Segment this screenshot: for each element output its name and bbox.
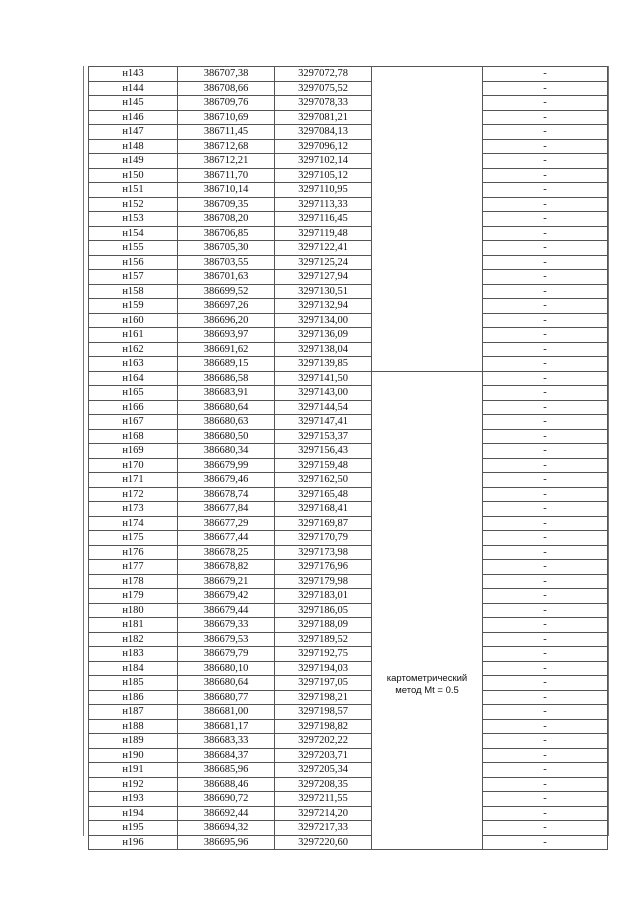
table-row <box>89 603 608 618</box>
point-cell: н175 <box>89 531 178 546</box>
dash-cell: - <box>483 458 608 473</box>
table-row <box>89 386 608 401</box>
dash-cell: - <box>483 734 608 749</box>
coordinates-table <box>88 66 608 850</box>
y-coordinate-cell: 3297198,21 <box>275 690 372 705</box>
dash-cell: - <box>483 110 608 125</box>
y-coordinate-cell: 3297183,01 <box>275 589 372 604</box>
x-coordinate-cell: 386690,72 <box>178 792 275 807</box>
x-coordinate-cell: 386710,14 <box>178 183 275 198</box>
x-coordinate-cell: 386701,63 <box>178 270 275 285</box>
table-row <box>89 270 608 285</box>
point-cell: н181 <box>89 618 178 633</box>
x-coordinate-cell: 386711,45 <box>178 125 275 140</box>
table-row <box>89 67 608 82</box>
y-coordinate-cell: 3297173,98 <box>275 545 372 560</box>
y-coordinate-cell: 3297162,50 <box>275 473 372 488</box>
y-coordinate-cell: 3297189,52 <box>275 632 372 647</box>
dash-cell: - <box>483 212 608 227</box>
dash-cell: - <box>483 371 608 386</box>
point-cell: н145 <box>89 96 178 111</box>
y-coordinate-cell: 3297156,43 <box>275 444 372 459</box>
x-coordinate-cell: 386694,32 <box>178 821 275 836</box>
dash-cell: - <box>483 516 608 531</box>
point-cell: н174 <box>89 516 178 531</box>
y-coordinate-cell: 3297084,13 <box>275 125 372 140</box>
dash-cell: - <box>483 632 608 647</box>
y-coordinate-cell: 3297211,55 <box>275 792 372 807</box>
y-coordinate-cell: 3297113,33 <box>275 197 372 212</box>
table-row <box>89 473 608 488</box>
dash-cell: - <box>483 690 608 705</box>
dash-cell: - <box>483 270 608 285</box>
point-cell: н149 <box>89 154 178 169</box>
x-coordinate-cell: 386680,50 <box>178 429 275 444</box>
point-cell: н169 <box>89 444 178 459</box>
dash-cell: - <box>483 125 608 140</box>
dash-cell: - <box>483 676 608 691</box>
table-row <box>89 241 608 256</box>
point-cell: н150 <box>89 168 178 183</box>
point-cell: н173 <box>89 502 178 517</box>
table-row <box>89 734 608 749</box>
table-row <box>89 676 608 691</box>
point-cell: н195 <box>89 821 178 836</box>
point-cell: н148 <box>89 139 178 154</box>
table-row <box>89 168 608 183</box>
x-coordinate-cell: 386679,44 <box>178 603 275 618</box>
table-row <box>89 487 608 502</box>
x-coordinate-cell: 386712,21 <box>178 154 275 169</box>
table-row <box>89 299 608 314</box>
point-cell: н171 <box>89 473 178 488</box>
y-coordinate-cell: 3297159,48 <box>275 458 372 473</box>
x-coordinate-cell: 386711,70 <box>178 168 275 183</box>
dash-cell: - <box>483 719 608 734</box>
table-row <box>89 313 608 328</box>
table-row <box>89 357 608 372</box>
dash-cell: - <box>483 589 608 604</box>
dash-cell: - <box>483 183 608 198</box>
table-row <box>89 560 608 575</box>
table-row <box>89 806 608 821</box>
y-coordinate-cell: 3297220,60 <box>275 835 372 850</box>
table-row <box>89 139 608 154</box>
table-row <box>89 661 608 676</box>
y-coordinate-cell: 3297075,52 <box>275 81 372 96</box>
table-row <box>89 125 608 140</box>
dash-cell: - <box>483 487 608 502</box>
table-row <box>89 763 608 778</box>
x-coordinate-cell: 386708,20 <box>178 212 275 227</box>
point-cell: н147 <box>89 125 178 140</box>
dash-cell: - <box>483 777 608 792</box>
y-coordinate-cell: 3297078,33 <box>275 96 372 111</box>
table-row <box>89 748 608 763</box>
table-row <box>89 516 608 531</box>
point-cell: н156 <box>89 255 178 270</box>
table-row <box>89 415 608 430</box>
table-row <box>89 632 608 647</box>
dash-cell: - <box>483 763 608 778</box>
method-name: картометрический <box>386 673 468 685</box>
x-coordinate-cell: 386689,15 <box>178 357 275 372</box>
y-coordinate-cell: 3297165,48 <box>275 487 372 502</box>
point-cell: н158 <box>89 284 178 299</box>
table-row <box>89 589 608 604</box>
page-edge-right <box>608 66 609 836</box>
x-coordinate-cell: 386678,25 <box>178 545 275 560</box>
dash-cell: - <box>483 806 608 821</box>
table-row <box>89 110 608 125</box>
dash-cell: - <box>483 255 608 270</box>
dash-cell: - <box>483 444 608 459</box>
x-coordinate-cell: 386681,00 <box>178 705 275 720</box>
table-row <box>89 226 608 241</box>
point-cell: н152 <box>89 197 178 212</box>
x-coordinate-cell: 386706,85 <box>178 226 275 241</box>
y-coordinate-cell: 3297179,98 <box>275 574 372 589</box>
point-cell: н143 <box>89 67 178 82</box>
dash-cell: - <box>483 574 608 589</box>
table-row <box>89 328 608 343</box>
y-coordinate-cell: 3297125,24 <box>275 255 372 270</box>
y-coordinate-cell: 3297176,96 <box>275 560 372 575</box>
y-coordinate-cell: 3297205,34 <box>275 763 372 778</box>
point-cell: н163 <box>89 357 178 372</box>
point-cell: н167 <box>89 415 178 430</box>
x-coordinate-cell: 386680,64 <box>178 400 275 415</box>
dash-cell: - <box>483 400 608 415</box>
dash-cell: - <box>483 603 608 618</box>
x-coordinate-cell: 386680,34 <box>178 444 275 459</box>
y-coordinate-cell: 3297192,75 <box>275 647 372 662</box>
point-cell: н190 <box>89 748 178 763</box>
x-coordinate-cell: 386677,29 <box>178 516 275 531</box>
dash-cell: - <box>483 560 608 575</box>
table-row <box>89 255 608 270</box>
table-row <box>89 154 608 169</box>
y-coordinate-cell: 3297143,00 <box>275 386 372 401</box>
dash-cell: - <box>483 81 608 96</box>
x-coordinate-cell: 386677,44 <box>178 531 275 546</box>
point-cell: н183 <box>89 647 178 662</box>
y-coordinate-cell: 3297198,57 <box>275 705 372 720</box>
dash-cell: - <box>483 748 608 763</box>
point-cell: н184 <box>89 661 178 676</box>
dash-cell: - <box>483 197 608 212</box>
point-cell: н164 <box>89 371 178 386</box>
point-cell: н185 <box>89 676 178 691</box>
y-coordinate-cell: 3297130,51 <box>275 284 372 299</box>
dash-cell: - <box>483 154 608 169</box>
y-coordinate-cell: 3297214,20 <box>275 806 372 821</box>
point-cell: н191 <box>89 763 178 778</box>
point-cell: н188 <box>89 719 178 734</box>
y-coordinate-cell: 3297168,41 <box>275 502 372 517</box>
dash-cell: - <box>483 313 608 328</box>
dash-cell: - <box>483 647 608 662</box>
point-cell: н186 <box>89 690 178 705</box>
x-coordinate-cell: 386683,33 <box>178 734 275 749</box>
x-coordinate-cell: 386678,82 <box>178 560 275 575</box>
y-coordinate-cell: 3297105,12 <box>275 168 372 183</box>
x-coordinate-cell: 386679,33 <box>178 618 275 633</box>
x-coordinate-cell: 386679,46 <box>178 473 275 488</box>
x-coordinate-cell: 386685,96 <box>178 763 275 778</box>
y-coordinate-cell: 3297141,50 <box>275 371 372 386</box>
x-coordinate-cell: 386683,91 <box>178 386 275 401</box>
point-cell: н179 <box>89 589 178 604</box>
x-coordinate-cell: 386710,69 <box>178 110 275 125</box>
table-row <box>89 719 608 734</box>
table-row <box>89 183 608 198</box>
point-cell: н178 <box>89 574 178 589</box>
y-coordinate-cell: 3297194,03 <box>275 661 372 676</box>
dash-cell: - <box>483 328 608 343</box>
table-row <box>89 458 608 473</box>
x-coordinate-cell: 386712,68 <box>178 139 275 154</box>
table-row <box>89 400 608 415</box>
point-cell: н180 <box>89 603 178 618</box>
x-coordinate-cell: 386679,53 <box>178 632 275 647</box>
y-coordinate-cell: 3297132,94 <box>275 299 372 314</box>
y-coordinate-cell: 3297096,12 <box>275 139 372 154</box>
method-accuracy: метод Mt = 0.5 <box>395 685 459 697</box>
point-cell: н144 <box>89 81 178 96</box>
dash-cell: - <box>483 821 608 836</box>
x-coordinate-cell: 386697,26 <box>178 299 275 314</box>
dash-cell: - <box>483 661 608 676</box>
x-coordinate-cell: 386692,44 <box>178 806 275 821</box>
x-coordinate-cell: 386679,21 <box>178 574 275 589</box>
point-cell: н160 <box>89 313 178 328</box>
y-coordinate-cell: 3297208,35 <box>275 777 372 792</box>
point-cell: н155 <box>89 241 178 256</box>
dash-cell: - <box>483 168 608 183</box>
y-coordinate-cell: 3297127,94 <box>275 270 372 285</box>
x-coordinate-cell: 386696,20 <box>178 313 275 328</box>
table-row <box>89 835 608 850</box>
x-coordinate-cell: 386680,64 <box>178 676 275 691</box>
y-coordinate-cell: 3297147,41 <box>275 415 372 430</box>
y-coordinate-cell: 3297136,09 <box>275 328 372 343</box>
dash-cell: - <box>483 299 608 314</box>
dash-cell: - <box>483 618 608 633</box>
dash-cell: - <box>483 545 608 560</box>
y-coordinate-cell: 3297139,85 <box>275 357 372 372</box>
dash-cell: - <box>483 357 608 372</box>
y-coordinate-cell: 3297072,78 <box>275 67 372 82</box>
point-cell: н192 <box>89 777 178 792</box>
coordinates-table-body <box>89 67 608 850</box>
dash-cell: - <box>483 429 608 444</box>
y-coordinate-cell: 3297170,79 <box>275 531 372 546</box>
point-cell: н151 <box>89 183 178 198</box>
y-coordinate-cell: 3297119,48 <box>275 226 372 241</box>
x-coordinate-cell: 386684,37 <box>178 748 275 763</box>
x-coordinate-cell: 386695,96 <box>178 835 275 850</box>
table-row <box>89 371 608 386</box>
table-row <box>89 574 608 589</box>
table-row <box>89 618 608 633</box>
table-row <box>89 777 608 792</box>
dash-cell: - <box>483 473 608 488</box>
point-cell: н170 <box>89 458 178 473</box>
y-coordinate-cell: 3297116,45 <box>275 212 372 227</box>
x-coordinate-cell: 386677,84 <box>178 502 275 517</box>
y-coordinate-cell: 3297202,22 <box>275 734 372 749</box>
table-row <box>89 502 608 517</box>
dash-cell: - <box>483 241 608 256</box>
table-row <box>89 429 608 444</box>
x-coordinate-cell: 386680,63 <box>178 415 275 430</box>
x-coordinate-cell: 386679,79 <box>178 647 275 662</box>
point-cell: н176 <box>89 545 178 560</box>
dash-cell: - <box>483 792 608 807</box>
x-coordinate-cell: 386709,76 <box>178 96 275 111</box>
x-coordinate-cell: 386691,62 <box>178 342 275 357</box>
table-row <box>89 647 608 662</box>
x-coordinate-cell: 386703,55 <box>178 255 275 270</box>
dash-cell: - <box>483 386 608 401</box>
table-row <box>89 212 608 227</box>
point-cell: н172 <box>89 487 178 502</box>
point-cell: н154 <box>89 226 178 241</box>
method-cell <box>372 371 483 850</box>
y-coordinate-cell: 3297134,00 <box>275 313 372 328</box>
y-coordinate-cell: 3297198,82 <box>275 719 372 734</box>
page-edge-left <box>83 66 84 836</box>
dash-cell: - <box>483 226 608 241</box>
table-row <box>89 197 608 212</box>
x-coordinate-cell: 386705,30 <box>178 241 275 256</box>
x-coordinate-cell: 386680,10 <box>178 661 275 676</box>
point-cell: н187 <box>89 705 178 720</box>
point-cell: н182 <box>89 632 178 647</box>
table-row <box>89 705 608 720</box>
y-coordinate-cell: 3297110,95 <box>275 183 372 198</box>
table-row <box>89 284 608 299</box>
x-coordinate-cell: 386686,58 <box>178 371 275 386</box>
dash-cell: - <box>483 835 608 850</box>
x-coordinate-cell: 386678,74 <box>178 487 275 502</box>
table-row <box>89 81 608 96</box>
point-cell: н159 <box>89 299 178 314</box>
table-row <box>89 444 608 459</box>
y-coordinate-cell: 3297203,71 <box>275 748 372 763</box>
y-coordinate-cell: 3297217,33 <box>275 821 372 836</box>
x-coordinate-cell: 386688,46 <box>178 777 275 792</box>
y-coordinate-cell: 3297138,04 <box>275 342 372 357</box>
x-coordinate-cell: 386693,97 <box>178 328 275 343</box>
point-cell: н165 <box>89 386 178 401</box>
y-coordinate-cell: 3297188,09 <box>275 618 372 633</box>
point-cell: н193 <box>89 792 178 807</box>
table-row <box>89 531 608 546</box>
point-cell: н146 <box>89 110 178 125</box>
x-coordinate-cell: 386680,77 <box>178 690 275 705</box>
y-coordinate-cell: 3297081,21 <box>275 110 372 125</box>
y-coordinate-cell: 3297169,87 <box>275 516 372 531</box>
point-cell: н177 <box>89 560 178 575</box>
point-cell: н162 <box>89 342 178 357</box>
y-coordinate-cell: 3297144,54 <box>275 400 372 415</box>
dash-cell: - <box>483 502 608 517</box>
dash-cell: - <box>483 96 608 111</box>
point-cell: н157 <box>89 270 178 285</box>
point-cell: н196 <box>89 835 178 850</box>
y-coordinate-cell: 3297186,05 <box>275 603 372 618</box>
x-coordinate-cell: 386708,66 <box>178 81 275 96</box>
table-row <box>89 690 608 705</box>
point-cell: н161 <box>89 328 178 343</box>
point-cell: н189 <box>89 734 178 749</box>
table-row <box>89 545 608 560</box>
x-coordinate-cell: 386709,35 <box>178 197 275 212</box>
table-row <box>89 96 608 111</box>
dash-cell: - <box>483 139 608 154</box>
dash-cell: - <box>483 705 608 720</box>
method-cell-empty <box>372 67 483 372</box>
y-coordinate-cell: 3297102,14 <box>275 154 372 169</box>
point-cell: н153 <box>89 212 178 227</box>
table-row <box>89 342 608 357</box>
x-coordinate-cell: 386707,38 <box>178 67 275 82</box>
y-coordinate-cell: 3297197,05 <box>275 676 372 691</box>
dash-cell: - <box>483 67 608 82</box>
point-cell: н194 <box>89 806 178 821</box>
dash-cell: - <box>483 531 608 546</box>
dash-cell: - <box>483 342 608 357</box>
x-coordinate-cell: 386699,52 <box>178 284 275 299</box>
y-coordinate-cell: 3297153,37 <box>275 429 372 444</box>
point-cell: н166 <box>89 400 178 415</box>
point-cell: н168 <box>89 429 178 444</box>
dash-cell: - <box>483 415 608 430</box>
x-coordinate-cell: 386679,42 <box>178 589 275 604</box>
table-row <box>89 792 608 807</box>
y-coordinate-cell: 3297122,41 <box>275 241 372 256</box>
x-coordinate-cell: 386679,99 <box>178 458 275 473</box>
table-row <box>89 821 608 836</box>
x-coordinate-cell: 386681,17 <box>178 719 275 734</box>
dash-cell: - <box>483 284 608 299</box>
